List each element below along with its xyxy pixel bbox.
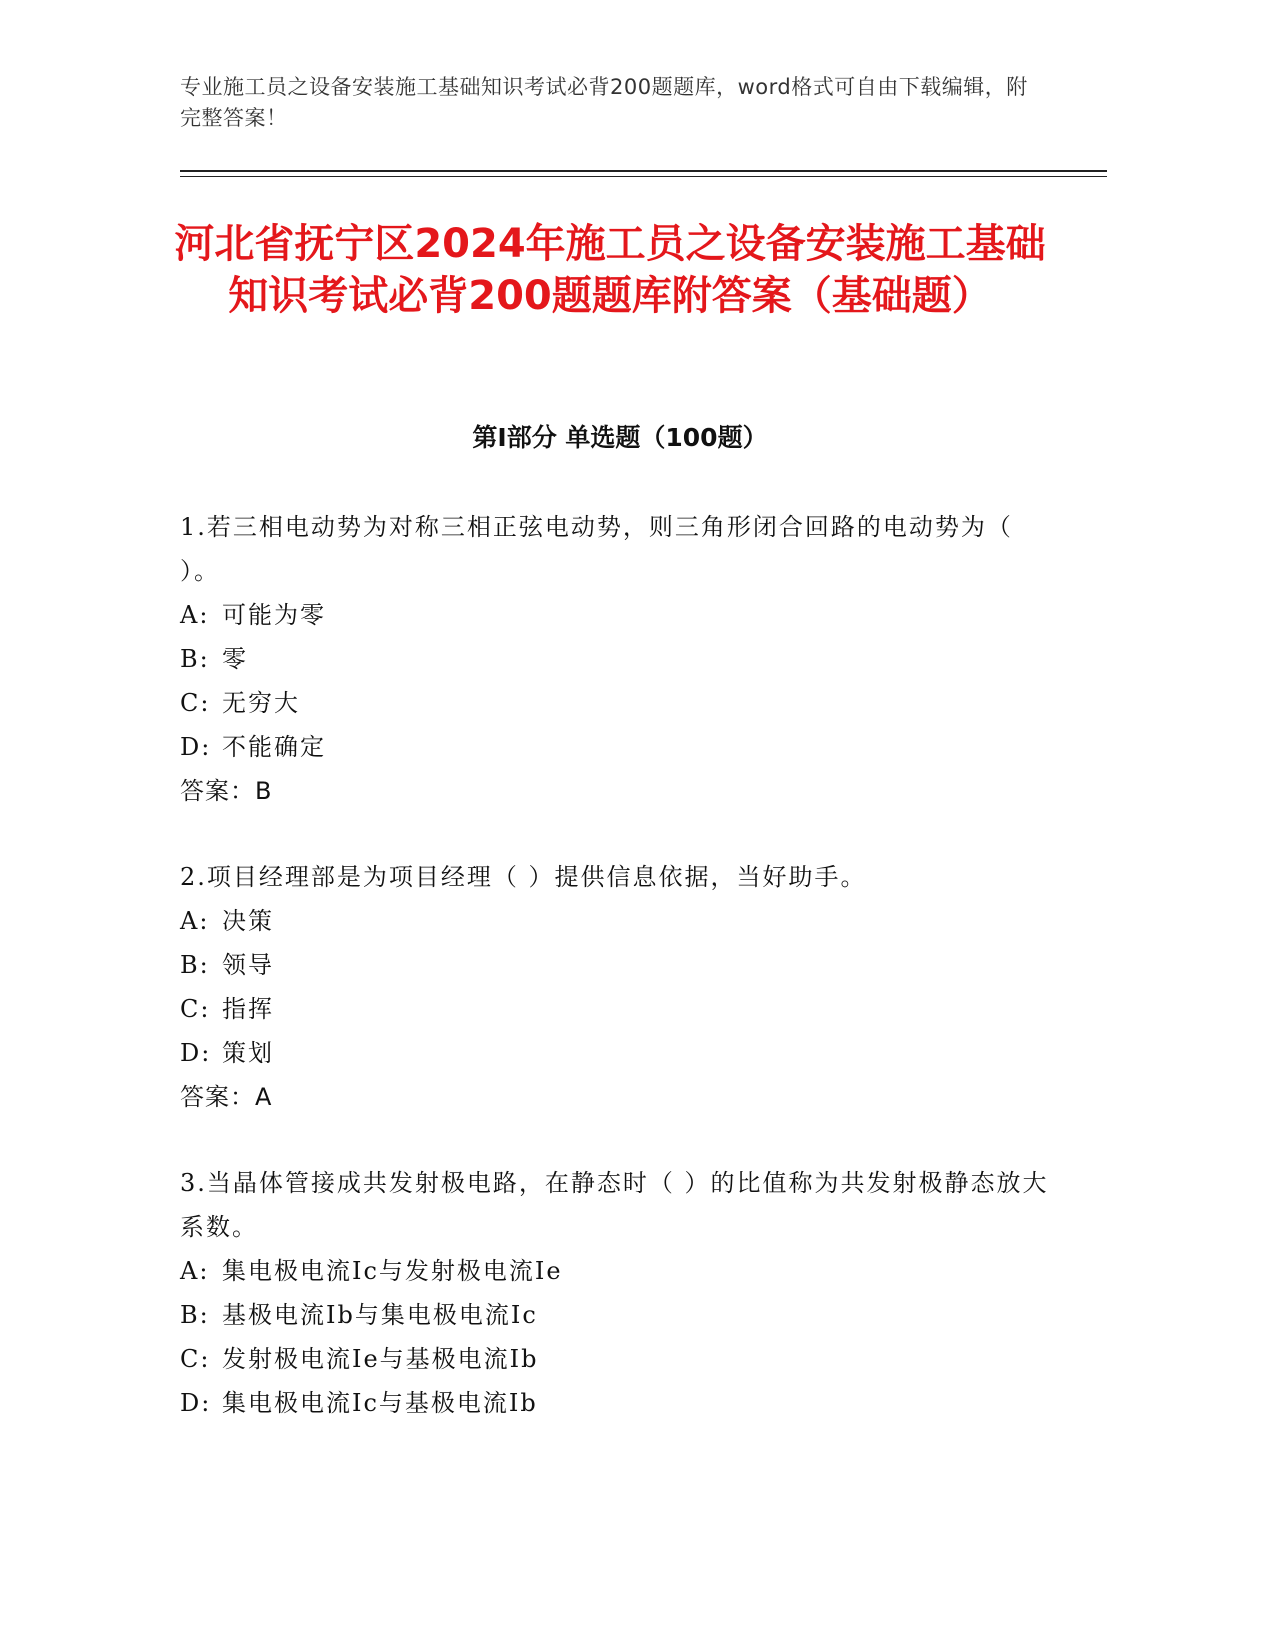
option-letter: D: [180,733,212,761]
option-c [180,681,1050,725]
question-stem: 2.项目经理部是为项目经理（ ）提供信息依据，当好助手。 [180,863,867,891]
option-text: 发射极电流Ie与基极电流Ib [222,1345,539,1373]
header-divider-thick [180,170,1107,172]
question-list [180,505,1050,1467]
option-text: 不能确定 [222,733,326,761]
option-a [180,593,1050,637]
option-d [180,1381,1050,1425]
option-letter: B: [180,645,210,673]
question-item [180,855,1050,1119]
option-text: 无穷大 [222,689,300,717]
document-title: 河北省抚宁区2024年施工员之设备安装施工基础知识考试必背200题题库附答案（基础题） [174,221,1046,319]
option-letter: A: [180,601,210,629]
option-text: 集电极电流Ic与发射极电流Ie [222,1257,563,1285]
question-item [180,1161,1050,1425]
answer-line: 答案：B [180,777,273,805]
option-b [180,943,1050,987]
option-c [180,987,1050,1031]
option-a [180,1249,1050,1293]
option-text: 策划 [222,1039,274,1067]
option-letter: B: [180,1301,210,1329]
question-stem: 1.若三相电动势为对称三相正弦电动势，则三角形闭合回路的电动势为（ ）。 [180,513,1013,585]
option-letter: D: [180,1039,212,1067]
option-letter: C: [180,689,211,717]
option-d [180,1031,1050,1075]
option-a [180,899,1050,943]
option-c [180,1337,1050,1381]
header-note: 专业施工员之设备安装施工基础知识考试必背200题题库，word格式可自由下载编辑，附完整答案！ [180,75,1028,130]
option-d [180,725,1050,769]
question-stem: 3.当晶体管接成共发射极电路，在静态时（ ）的比值称为共发射极静态放大系数。 [180,1169,1049,1241]
option-letter: D: [180,1389,212,1417]
option-text: 集电极电流Ic与基极电流Ib [222,1389,538,1417]
option-text: 决策 [222,907,274,935]
option-text: 零 [222,645,248,673]
option-text: 领导 [222,951,274,979]
option-text: 指挥 [222,995,274,1023]
option-text: 可能为零 [222,601,326,629]
option-letter: C: [180,1345,211,1373]
option-b [180,637,1050,681]
header-divider-thin [180,176,1107,177]
option-letter: B: [180,951,210,979]
option-letter: C: [180,995,211,1023]
answer-line: 答案：A [180,1083,273,1111]
option-letter: A: [180,907,210,935]
question-item [180,505,1050,813]
option-letter: A: [180,1257,210,1285]
section-title: 第Ⅰ部分 单选题（100题） [472,423,768,452]
option-text: 基极电流Ib与集电极电流Ic [222,1301,538,1329]
option-b [180,1293,1050,1337]
